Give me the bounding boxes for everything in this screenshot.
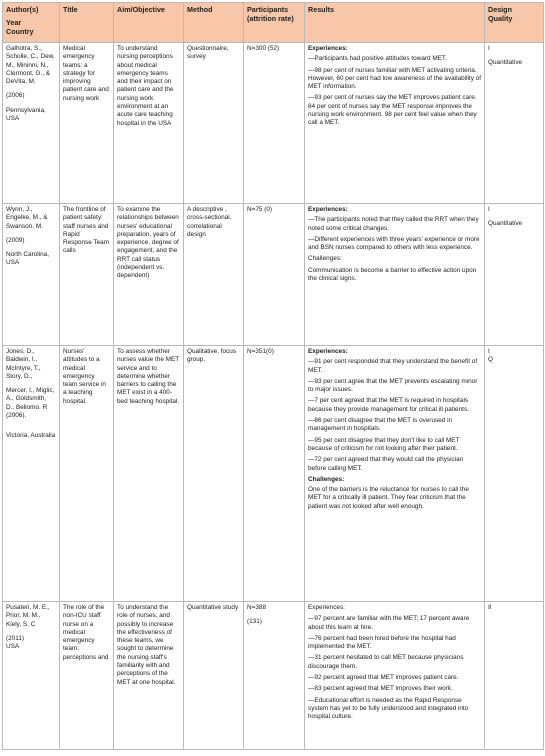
header-aim: Aim/Objective: [114, 3, 184, 43]
cell-title: The frontline of patient safety: staff nurses and Rapid Response Team calls: [60, 204, 114, 346]
header-row: [3, 3, 544, 43]
results-item: —76 percent had been hired before the hospital had implemented the MET.: [308, 634, 456, 651]
cell-title: The role of the non-ICU staff nurse on a medical emergency team: perceptions and: [60, 602, 114, 750]
cell-results: [305, 346, 485, 602]
cell-method: Questionnaire, survey: [184, 43, 244, 204]
results-item: —Educational effort is needed as the Rapid Response system has yet to be fully understood and integrated into hospital culture.: [308, 696, 469, 721]
results-item: —31 percent hesitated to call MET because physicians discourage them.: [308, 654, 464, 670]
cell-participants: N=300 (52): [244, 43, 305, 204]
table-row: [3, 204, 544, 346]
results-list: [308, 206, 481, 283]
cell-authors: Jones, D., Baldwin, I., McIntyre, T., Story, D., Mercer, I., Miglic, A., Goldsmith, D., Bellomo, R (2006). Victoria, Australia: [3, 346, 60, 602]
cell-results: [305, 602, 485, 750]
header-results: Results: [305, 3, 485, 43]
cell-title: Medical emergency teams: a strategy for improving patient care and nursing work: [60, 43, 114, 204]
cell-method: Quantitative study: [184, 602, 244, 750]
cell-title: Nurses' attitudes to a medical emergency team service in a teaching hospital.: [60, 346, 114, 602]
results-heading: Challenges:: [308, 475, 345, 483]
header-participants: Participants (attrition rate): [244, 3, 305, 43]
cell-design-quality: II: [485, 602, 544, 750]
cell-method: A descriptive , cross-sectional, correlational design: [184, 204, 244, 346]
results-item: —83 percent agreed that MET improves their work.: [308, 685, 453, 693]
header-design-quality: Design Quality: [485, 3, 544, 43]
table-row: [3, 602, 544, 750]
table-row: [3, 43, 544, 204]
cell-aim: To assess whether nurses value the MET service and to determine whether barriers to calling the MET exist in a 400-bed teaching hospital.: [114, 346, 184, 602]
cell-design-quality: I Quantitative: [485, 204, 544, 346]
header-author: Author(s) Year Country: [3, 3, 60, 43]
literature-review-table: [2, 2, 544, 750]
cell-authors: Pusateri, M. E., Prior, M. M., Kiely, S. C (2011) USA: [3, 602, 60, 750]
table-row: [3, 346, 544, 602]
results-item: —93 per cent of nurses say the MET improves patient care. 84 per cent of nurses say the MET response improves the nursing work environment. 98 per cent feel value when they call a MET.: [308, 94, 477, 127]
header-method: Method: [184, 3, 244, 43]
results-item: —95 per cent disagree that they don't like to call MET because of criticism for not looking after their patient.: [308, 436, 460, 452]
results-item: Experiences:: [308, 604, 345, 611]
results-item: —72 per cent agreed that they would call the physician before calling MET.: [308, 456, 464, 472]
results-item: —97 percent are familiar with the MET; 17 percent aware about this team at hire.: [308, 615, 470, 631]
cell-design-quality: I Q: [485, 346, 544, 602]
cell-participants: N=75 (0): [244, 204, 305, 346]
cell-design-quality: I Quantitative: [485, 43, 544, 204]
cell-aim: To examine the relationships between nurses' educational preparation, years of experience, degree of engagement, and the RRT call status (independent vs. dependent): [114, 204, 184, 346]
results-item: Challenges:: [308, 255, 342, 263]
results-heading: Experiences:: [308, 206, 348, 213]
results-item: —Different experiences with three years' experience or more and BSN nurses compared to others with less experience.: [308, 235, 480, 252]
results-item: One of the barriers is the reluctance for nurses to call the MET for a critically ill patient. They fear criticism that the patient was not looked after well enough.: [308, 486, 469, 510]
cell-authors: Wynn, J., Engelke, M., & Swanson, M. (2009) North Carolina, USA: [3, 204, 60, 346]
cell-aim: To understand nursing perceptions about medical emergency teams and their impact on patient care and the nursing work environment at an acute care teaching hospital in the USA: [114, 43, 184, 204]
results-item: —Participants had positive attitudes toward MET.: [308, 55, 447, 63]
results-item: —91 per cent responded that they understand the benefit of MET.: [308, 358, 478, 374]
results-item: —92 percent agreed that MET improves patient care.: [308, 674, 459, 682]
cell-authors: Galhotra, S., Scholle, C., Dew, M., Mininni, N., Clermont, G., & DeVita, M. (2006) Pennsylvania, USA: [3, 43, 60, 204]
results-heading: Experiences:: [308, 348, 348, 355]
results-item: —98 per cent of nurses familiar with MET activating criteria. However, 60 per cent had low awareness of the availability of MET information.: [308, 66, 481, 91]
results-list: [308, 348, 481, 511]
results-list: [308, 45, 481, 128]
cell-results: [305, 204, 485, 346]
results-list: [308, 604, 481, 722]
results-item: —93 per cent agree that the MET prevents escalating minor to major issues.: [308, 377, 478, 394]
results-heading: Experiences:: [308, 45, 348, 52]
results-item: Communication is become a barrier to effective action upon the clinical signs.: [308, 266, 477, 283]
results-item: —86 per cent disagree that the MET is overused in management in hospitals.: [308, 417, 453, 433]
cell-participants: N=351(0): [244, 346, 305, 602]
results-item: —7 per cent agreed that the MET is required in hospitals because they provide management for critical ill patients.: [308, 397, 469, 413]
cell-aim: To understand the role of nurses, and possibly to increase the effectiveness of these teams, we sought to determine the nursing staff's familiarity with and perceptions of the MET at one hospital.: [114, 602, 184, 750]
cell-method: Qualitative, focus group.: [184, 346, 244, 602]
cell-results: [305, 43, 485, 204]
results-item: —The participants noted that they called the RRT when they noted some critical changes.: [308, 216, 479, 232]
header-title: Title: [60, 3, 114, 43]
cell-participants: N=388 (131): [244, 602, 305, 750]
